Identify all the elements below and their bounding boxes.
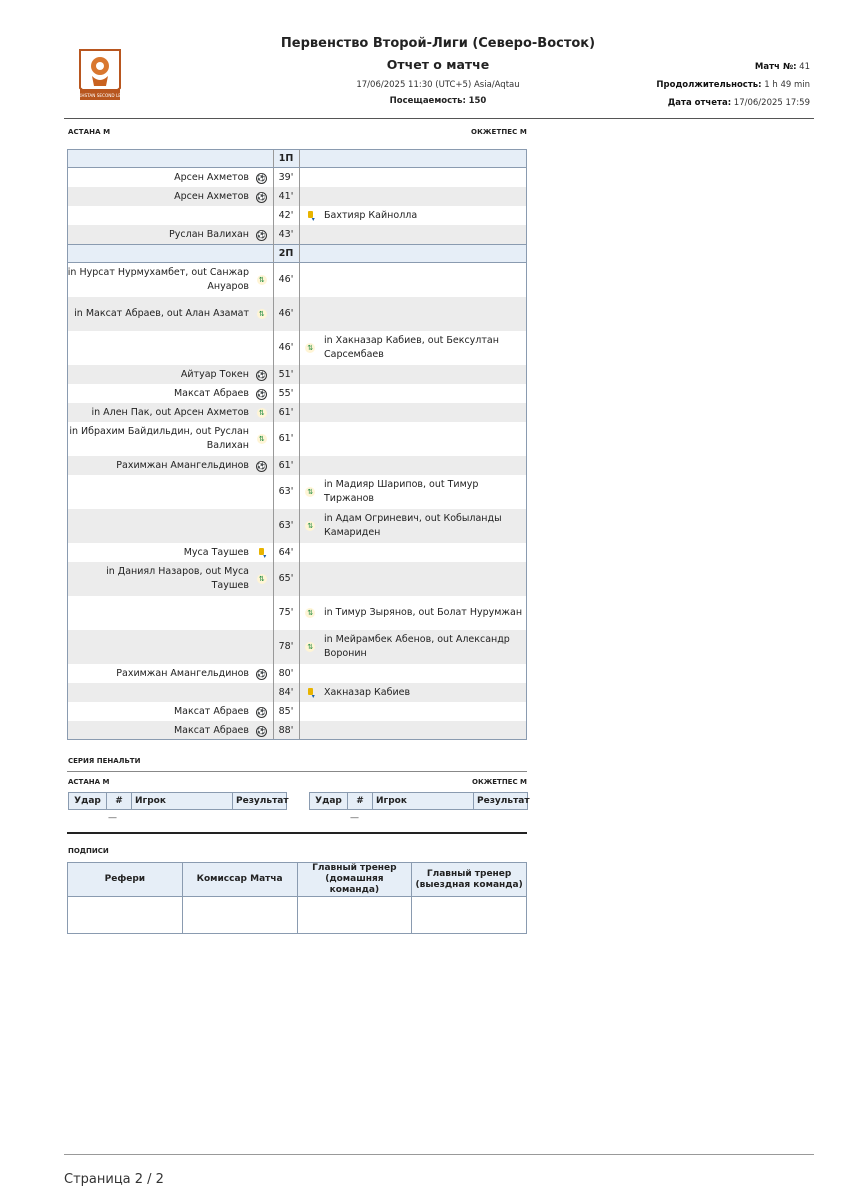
event-empty xyxy=(299,664,321,683)
penalty-away-team-label: ОКЖЕТПЕС М xyxy=(472,778,527,786)
event-icon-cell xyxy=(251,403,273,422)
event-empty xyxy=(67,206,251,225)
sig-home-coach-cell xyxy=(297,897,412,934)
event-empty xyxy=(251,475,273,509)
goal-icon: ⚽ xyxy=(257,669,267,678)
event-empty xyxy=(299,365,321,384)
event-icon-cell xyxy=(299,596,321,630)
match-number-label: Матч №: xyxy=(754,62,797,72)
event-empty xyxy=(299,702,321,721)
event-empty xyxy=(299,168,321,188)
report-date-label: Дата отчета: xyxy=(667,98,732,108)
event-empty xyxy=(321,365,527,384)
event-player: in Тимур Зырянов, out Болат Нурумжан xyxy=(324,607,523,618)
goal-icon: ⚽ xyxy=(257,173,267,182)
event-player: Максат Абраев xyxy=(173,705,249,717)
event-minute: 42' xyxy=(273,206,299,225)
event-row xyxy=(67,721,527,740)
event-player: Руслан Валихан xyxy=(67,225,251,245)
event-icon-cell xyxy=(251,365,273,384)
event-empty xyxy=(251,596,273,630)
event-icon-cell xyxy=(251,422,273,456)
event-minute: 43' xyxy=(273,225,299,245)
event-player: Арсен Ахметов xyxy=(67,187,251,206)
event-row xyxy=(67,187,527,206)
event-player: Бахтияр Кайнолла xyxy=(324,209,418,221)
event-minute: 51' xyxy=(273,365,299,384)
event-player: Хакназар Кабиев xyxy=(321,683,527,702)
match-number-value: 41 xyxy=(799,62,810,72)
event-empty xyxy=(67,630,251,664)
sig-away-coach-header xyxy=(412,863,527,897)
event-minute: 61' xyxy=(273,456,299,475)
penalty-home-table xyxy=(68,792,287,810)
event-icon-cell xyxy=(251,187,273,206)
penalty-col-result: Результат xyxy=(474,793,528,810)
event-row xyxy=(67,475,527,509)
away-team-label: ОКЖЕТПЕС М xyxy=(471,128,527,136)
substitution-icon: ⇅ xyxy=(257,434,267,444)
sig-commissioner-cell xyxy=(182,897,297,934)
event-empty xyxy=(299,562,321,596)
event-row xyxy=(67,263,527,298)
event-row xyxy=(67,225,527,245)
event-empty xyxy=(321,297,527,331)
period-right xyxy=(299,150,527,168)
event-row xyxy=(67,206,527,225)
sig-home-coach-line2: (домашняя команда) xyxy=(325,874,384,895)
substitution-icon: ⇅ xyxy=(305,642,315,652)
substitution-icon: ⇅ xyxy=(305,343,315,353)
event-minute: 85' xyxy=(273,702,299,721)
signatures-table xyxy=(67,862,527,934)
footer-divider xyxy=(64,1154,814,1155)
event-player: in Адам Огриневич, out Кобыланды Камариден xyxy=(321,509,527,543)
event-empty xyxy=(251,331,273,365)
sig-away-coach-line2: (выездная команда) xyxy=(415,879,523,890)
event-player: Рахимжан Амангельдинов xyxy=(116,667,249,679)
event-empty xyxy=(67,683,251,702)
event-icon-cell xyxy=(251,384,273,403)
event-player: in Мадияр Шарипов, out Тимур Тиржанов xyxy=(324,479,479,504)
event-empty xyxy=(321,187,527,206)
report-date xyxy=(668,98,810,108)
match-datetime: 17/06/2025 11:30 (UTC+5) Asia/Aqtau xyxy=(356,80,520,90)
event-minute: 61' xyxy=(273,422,299,456)
sig-referee-cell xyxy=(68,897,183,934)
event-icon-cell xyxy=(251,168,273,188)
penalty-col-number: # xyxy=(348,793,373,810)
penalty-away-table xyxy=(309,792,528,810)
event-empty xyxy=(299,187,321,206)
header-divider xyxy=(64,118,814,119)
svg-text:KAZAKHSTAN SECOND LEAGUE: KAZAKHSTAN SECOND LEAGUE xyxy=(67,93,133,98)
period-label: 2П xyxy=(273,245,299,263)
event-icon-cell xyxy=(251,664,273,683)
event-empty xyxy=(251,509,273,543)
substitution-icon: ⇅ xyxy=(305,487,315,497)
goal-icon: ⚽ xyxy=(257,370,267,379)
event-player: Муса Таушев xyxy=(183,546,249,558)
match-events-table xyxy=(67,149,527,740)
substitution-icon: ⇅ xyxy=(257,309,267,319)
report-date-value: 17/06/2025 17:59 xyxy=(733,98,810,108)
event-empty xyxy=(321,664,527,683)
event-empty xyxy=(299,403,321,422)
event-empty xyxy=(321,168,527,188)
penalty-home-empty: — xyxy=(108,813,117,823)
penalty-col-player: Игрок xyxy=(132,793,233,810)
event-row xyxy=(67,509,527,543)
yellow-card-icon xyxy=(259,548,264,555)
event-minute: 61' xyxy=(273,403,299,422)
sig-away-coach-line1: Главный тренер xyxy=(426,868,512,879)
event-empty xyxy=(67,475,251,509)
event-row xyxy=(67,403,527,422)
sig-referee-header: Рефери xyxy=(68,863,183,897)
event-player: in Даниял Назаров, out Муса Таушев xyxy=(67,562,251,596)
sig-home-coach-line1: Главный тренер xyxy=(312,863,397,873)
penalty-col-kick: Удар xyxy=(69,793,107,810)
event-minute: 41' xyxy=(273,187,299,206)
event-player: in Ибрахим Байдильдин, out Руслан Валихан xyxy=(69,426,249,451)
event-icon-cell xyxy=(299,206,321,225)
penalty-bottom-divider xyxy=(67,832,527,834)
event-icon-cell xyxy=(251,263,273,298)
event-row xyxy=(67,331,527,365)
event-empty xyxy=(299,422,321,456)
sig-away-coach-cell xyxy=(412,897,527,934)
event-minute: 88' xyxy=(273,721,299,740)
penalty-section-label: СЕРИЯ ПЕНАЛЬТИ xyxy=(68,757,141,765)
event-minute: 63' xyxy=(273,509,299,543)
event-row xyxy=(67,365,527,384)
event-player: in Хакназар Кабиев, out Бексултан Сарсембаев xyxy=(324,335,499,360)
match-duration xyxy=(656,80,810,90)
event-player: in Максат Абраев, out Алан Азамат xyxy=(67,297,251,331)
substitution-icon: ⇅ xyxy=(257,408,267,418)
event-minute: 63' xyxy=(273,475,299,509)
report-subtitle: Отчет о матче xyxy=(386,57,490,72)
attendance xyxy=(240,96,636,106)
event-empty xyxy=(321,543,527,562)
goal-icon: ⚽ xyxy=(257,192,267,201)
home-team-label: АСТАНА М xyxy=(68,128,111,136)
event-player: Максат Абраев xyxy=(173,387,249,399)
event-icon-cell xyxy=(251,721,273,740)
event-minute: 65' xyxy=(273,562,299,596)
period-left xyxy=(67,245,273,263)
event-empty xyxy=(251,683,273,702)
event-icon-cell xyxy=(299,509,321,543)
substitution-icon: ⇅ xyxy=(257,574,267,584)
event-minute: 64' xyxy=(273,543,299,562)
event-icon-cell xyxy=(299,630,321,664)
event-empty xyxy=(251,630,273,664)
event-minute: 84' xyxy=(273,683,299,702)
substitution-icon: ⇅ xyxy=(257,275,267,285)
event-empty xyxy=(321,422,527,456)
substitution-icon: ⇅ xyxy=(305,521,315,531)
sig-commissioner-header: Комиссар Матча xyxy=(182,863,297,897)
event-icon-cell xyxy=(299,331,321,365)
event-player: Рахимжан Амангельдинов xyxy=(67,456,251,475)
page-number: Страница 2 / 2 xyxy=(64,1172,164,1187)
event-empty xyxy=(299,297,321,331)
event-minute: 46' xyxy=(273,297,299,331)
event-empty xyxy=(321,263,527,298)
event-row xyxy=(67,384,527,403)
event-empty xyxy=(299,543,321,562)
penalty-away-empty: — xyxy=(350,813,359,823)
event-empty xyxy=(299,225,321,245)
event-empty xyxy=(321,456,527,475)
penalty-col-number: # xyxy=(107,793,132,810)
yellow-card-icon xyxy=(308,688,313,695)
period-header-row xyxy=(67,245,527,263)
sig-home-coach-header xyxy=(297,863,412,897)
event-player: in Мейрамбек Абенов, out Александр Воронин xyxy=(321,630,527,664)
goal-icon: ⚽ xyxy=(257,461,267,470)
period-right xyxy=(299,245,527,263)
yellow-card-icon xyxy=(308,211,313,218)
event-empty xyxy=(299,456,321,475)
event-row xyxy=(67,630,527,664)
event-empty xyxy=(321,562,527,596)
goal-icon: ⚽ xyxy=(257,707,267,716)
event-minute: 46' xyxy=(273,331,299,365)
event-row xyxy=(67,297,527,331)
event-row xyxy=(67,543,527,562)
event-minute: 80' xyxy=(273,664,299,683)
match-number xyxy=(755,62,810,72)
event-row xyxy=(67,562,527,596)
event-icon-cell xyxy=(251,702,273,721)
event-empty xyxy=(299,384,321,403)
duration-label: Продолжительность: xyxy=(656,80,762,90)
event-player: in Ален Пак, out Арсен Ахметов xyxy=(67,403,251,422)
penalty-home-team-label: АСТАНА М xyxy=(68,778,110,786)
goal-icon: ⚽ xyxy=(257,389,267,398)
event-icon-cell xyxy=(251,562,273,596)
event-empty xyxy=(67,331,251,365)
event-row xyxy=(67,168,527,188)
event-row xyxy=(67,683,527,702)
event-row xyxy=(67,456,527,475)
period-left xyxy=(67,150,273,168)
attendance-label: Посещаемость: xyxy=(389,96,466,106)
duration-value: 1 h 49 min xyxy=(764,80,810,90)
league-logo xyxy=(67,48,133,106)
event-icon-cell xyxy=(251,225,273,245)
penalty-divider xyxy=(67,771,527,772)
event-empty xyxy=(321,721,527,740)
period-label: 1П xyxy=(273,150,299,168)
event-empty xyxy=(251,206,273,225)
event-row xyxy=(67,702,527,721)
event-icon-cell xyxy=(299,475,321,509)
substitution-icon: ⇅ xyxy=(305,608,315,618)
event-player: Арсен Ахметов xyxy=(174,171,249,183)
event-row xyxy=(67,596,527,630)
event-empty xyxy=(299,263,321,298)
penalty-col-player: Игрок xyxy=(373,793,474,810)
event-player: in Нурсат Нурмухамбет, out Санжар Ануаров xyxy=(67,267,249,292)
event-minute: 55' xyxy=(273,384,299,403)
report-title: Первенство Второй-Лиги (Северо-Восток) xyxy=(280,36,596,51)
event-icon-cell xyxy=(251,543,273,562)
event-empty xyxy=(299,721,321,740)
goal-icon: ⚽ xyxy=(257,230,267,239)
event-empty xyxy=(321,384,527,403)
period-header-row xyxy=(67,150,527,168)
event-row xyxy=(67,422,527,456)
event-icon-cell xyxy=(299,683,321,702)
event-empty xyxy=(67,596,251,630)
event-player: Айтуар Токен xyxy=(67,365,251,384)
penalty-col-result: Результат xyxy=(233,793,287,810)
event-icon-cell xyxy=(251,297,273,331)
event-minute: 75' xyxy=(273,596,299,630)
event-empty xyxy=(321,403,527,422)
event-empty xyxy=(321,702,527,721)
attendance-value: 150 xyxy=(468,96,487,106)
event-row xyxy=(67,664,527,683)
event-minute: 78' xyxy=(273,630,299,664)
event-empty xyxy=(321,225,527,245)
event-minute: 46' xyxy=(273,263,299,298)
event-empty xyxy=(67,509,251,543)
penalty-col-kick: Удар xyxy=(310,793,348,810)
event-player: Максат Абраев xyxy=(67,721,251,740)
event-minute: 39' xyxy=(273,168,299,188)
event-icon-cell xyxy=(251,456,273,475)
goal-icon: ⚽ xyxy=(257,726,267,735)
signatures-section-label: ПОДПИСИ xyxy=(68,847,109,855)
